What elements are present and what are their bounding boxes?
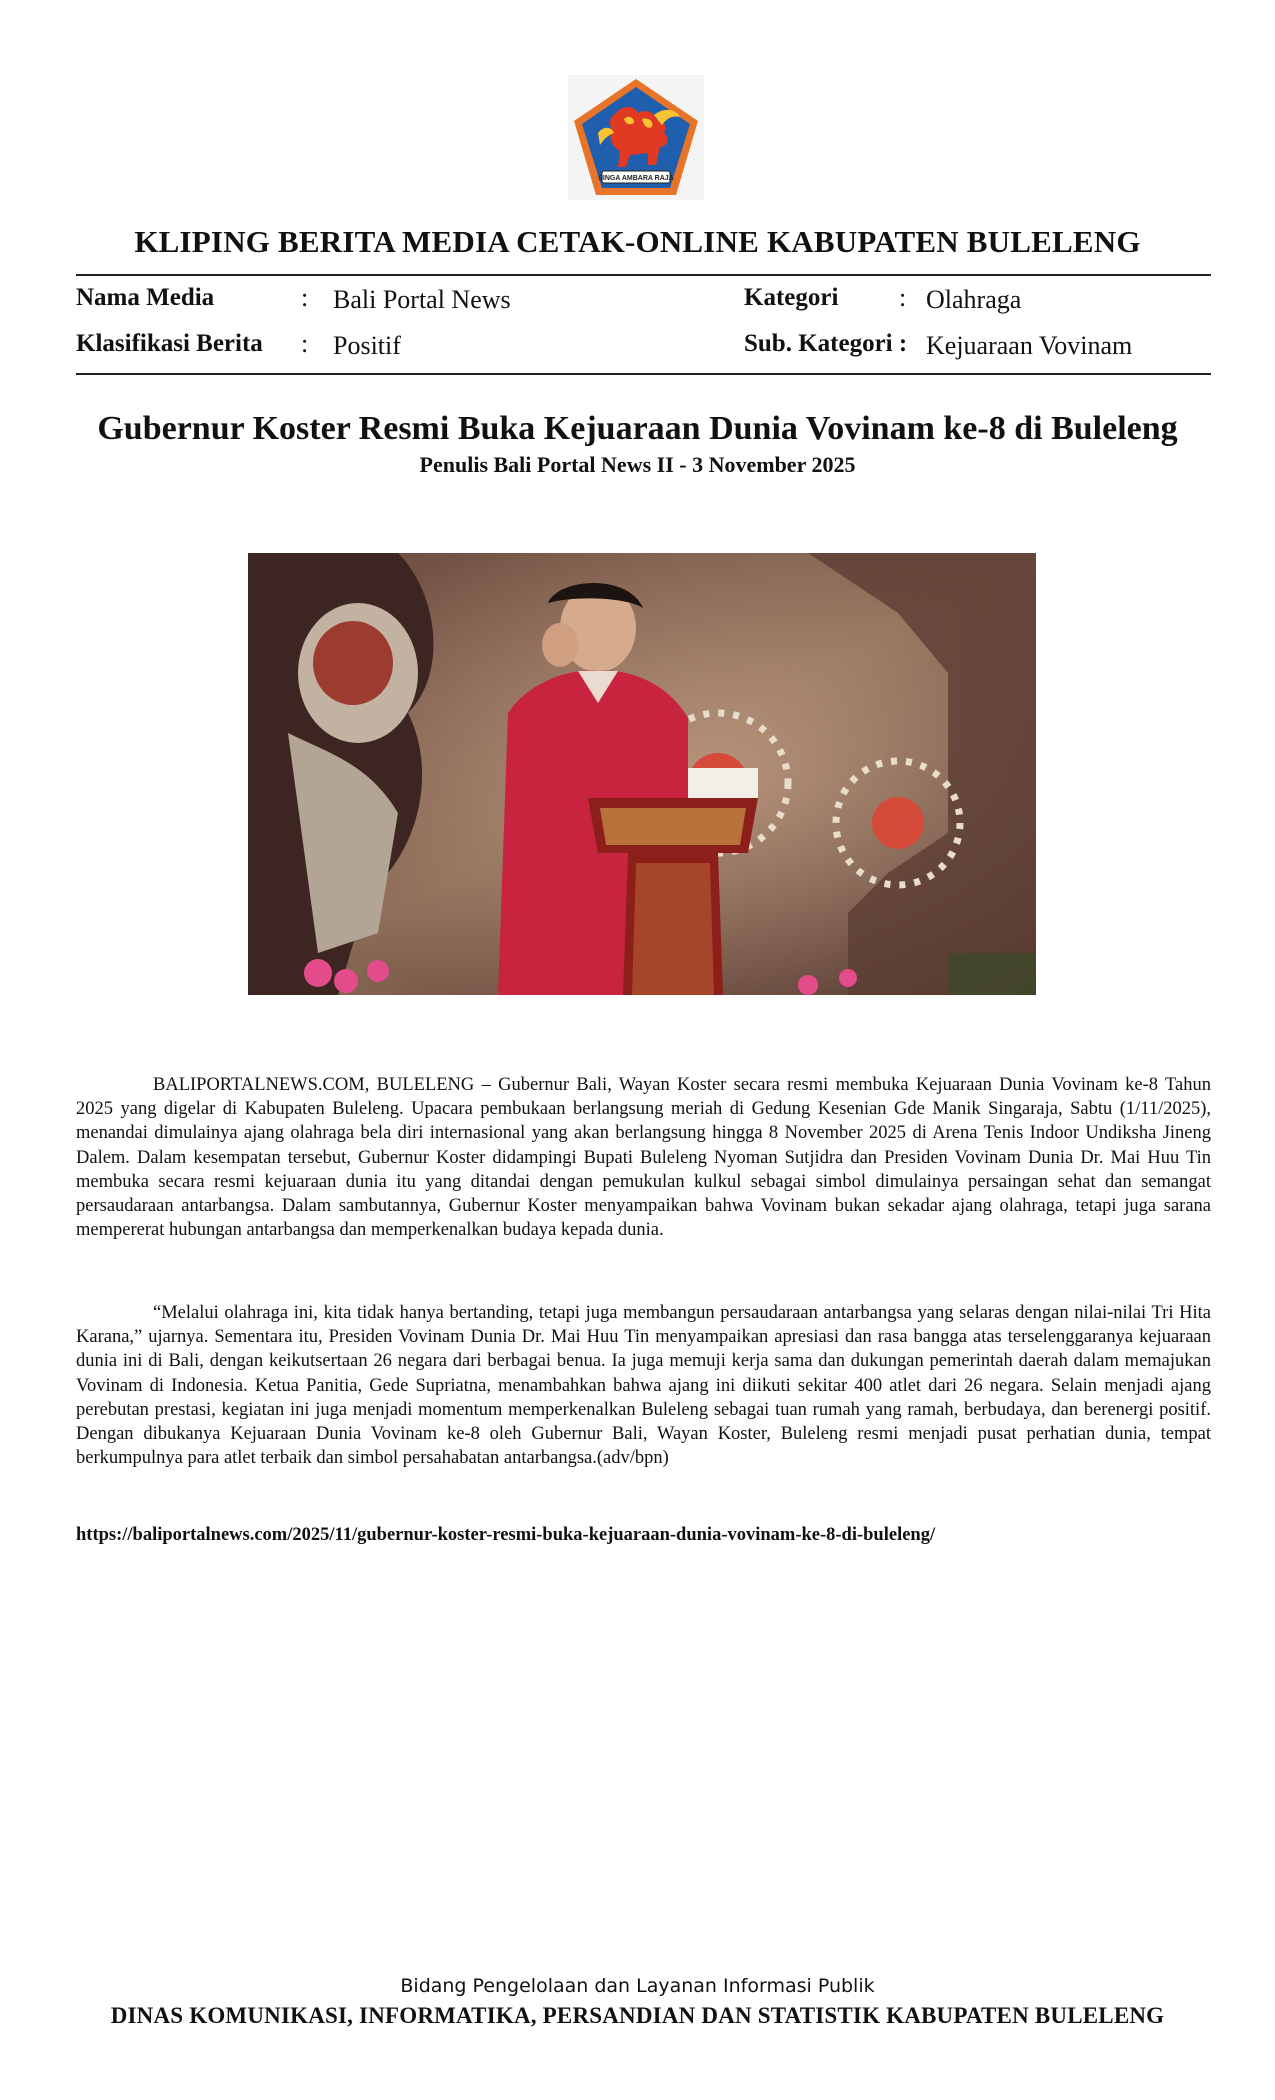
article-source-link[interactable]: https://baliportalnews.com/2025/11/gubernur-koster-resmi-buka-kejuaraan-dunia-vovinam-ke-8-di-buleleng/ (76, 1525, 936, 1545)
kategori-value: Olahraga (926, 285, 1022, 314)
clipping-header-title: KLIPING BERITA MEDIA CETAK-ONLINE KABUPATEN BULELENG (134, 224, 1141, 259)
article-byline: Penulis Bali Portal News II - 3 November 2025 (419, 452, 856, 477)
sub-kategori-label: Sub. Kategori : (744, 330, 908, 357)
article-body-continued (76, 1301, 1211, 1470)
nama-media-colon: : (301, 283, 309, 312)
article-paragraph-2: “Melalui olahraga ini, kita tidak hanya bertanding, tetapi juga membangun persaudaraan antarbangsa yang selaras dengan nilai-nilai Tri Hita Karana,” ujarnya. Sementara itu, Presiden Vovinam Dunia Dr. Mai Huu Tin menyampaikan apresiasi dan rasa bangga atas terselenggaranya kejuaraan dunia ini di Bali, dengan keikutsertaan 26 negara dari berbagai benua. Ia juga memuji kerja sama dan dukungan pemerintah daerah dalam memajukan Vovinam di Indonesia. Ketua Panitia, Gede Supriatna, menambahkan bahwa ajang ini diikuti sekitar 400 atlet dari 26 negara. Selain menjadi ajang perebutan prestasi, kegiatan ini juga menjadi momentum memperkenalkan Buleleng sebagai tuan rumah yang ramah, berbudaya, dan berenergi positif. Dengan dibukanya Kejuaraan Dunia Vovinam ke-8 oleh Gubernur Bali, Wayan Koster, Buleleng resmi menjadi pusat perhatian dunia, tempat berkumpulnya para atlet terbaik dan simbol persahabatan antarbangsa.(adv/bpn) (76, 1303, 1211, 1469)
kategori-label: Kategori (744, 284, 839, 311)
header-bottom-rule (76, 373, 1211, 375)
logo-motto: SINGA AMBARA RAJA (598, 175, 674, 182)
footer-division: Bidang Pengelolaan dan Layanan Informasi Publik (400, 1975, 875, 1997)
kategori-colon: : (899, 283, 907, 312)
klasifikasi-berita-label: Klasifikasi Berita (76, 330, 263, 357)
buleleng-regency-logo (568, 75, 704, 200)
lion-crest-icon (568, 75, 704, 200)
nama-media-value: Bali Portal News (333, 285, 511, 314)
footer-department: DINAS KOMUNIKASI, INFORMATIKA, PERSANDIAN DAN STATISTIK KABUPATEN BULELENG (110, 2003, 1165, 2028)
klasifikasi-berita-value: Positif (333, 331, 401, 360)
article-photo (248, 553, 1036, 995)
sub-kategori-value: Kejuaraan Vovinam (926, 331, 1133, 360)
header-top-rule (76, 274, 1211, 276)
article-paragraph-1: BALIPORTALNEWS.COM, BULELENG – Gubernur Bali, Wayan Koster secara resmi membuka Kejuaraan Dunia Vovinam ke-8 Tahun 2025 yang digelar di Kabupaten Buleleng. Upacara pembukaan berlangsung meriah di Gedung Kesenian Gde Manik Singaraja, Sabtu (1/11/2025), menandai dimulainya ajang olahraga bela diri internasional yang akan berlangsung hingga 8 November 2025 di Arena Tenis Indoor Undiksha Jineng Dalem. Dalam kesempatan tersebut, Gubernur Koster didampingi Bupati Buleleng Nyoman Sutjidra dan Presiden Vovinam Dunia Dr. Mai Huu Tin membuka secara resmi kejuaraan dunia itu yang ditandai dengan pemukulan kulkul sebagai simbol dimulainya persaingan sehat dan semangat persaudaraan antarbangsa. Dalam sambutannya, Gubernur Koster menyampaikan bahwa Vovinam bukan sekadar ajang olahraga, tetapi juga sarana mempererat hubungan antarbangsa dan memperkenalkan budaya kepada dunia. (76, 1075, 1211, 1241)
nama-media-label: Nama Media (76, 284, 215, 311)
article-body (76, 1073, 1211, 1242)
klasifikasi-berita-colon: : (301, 329, 309, 358)
article-headline: Gubernur Koster Resmi Buka Kejuaraan Dunia Vovinam ke-8 di Buleleng (97, 410, 1178, 447)
